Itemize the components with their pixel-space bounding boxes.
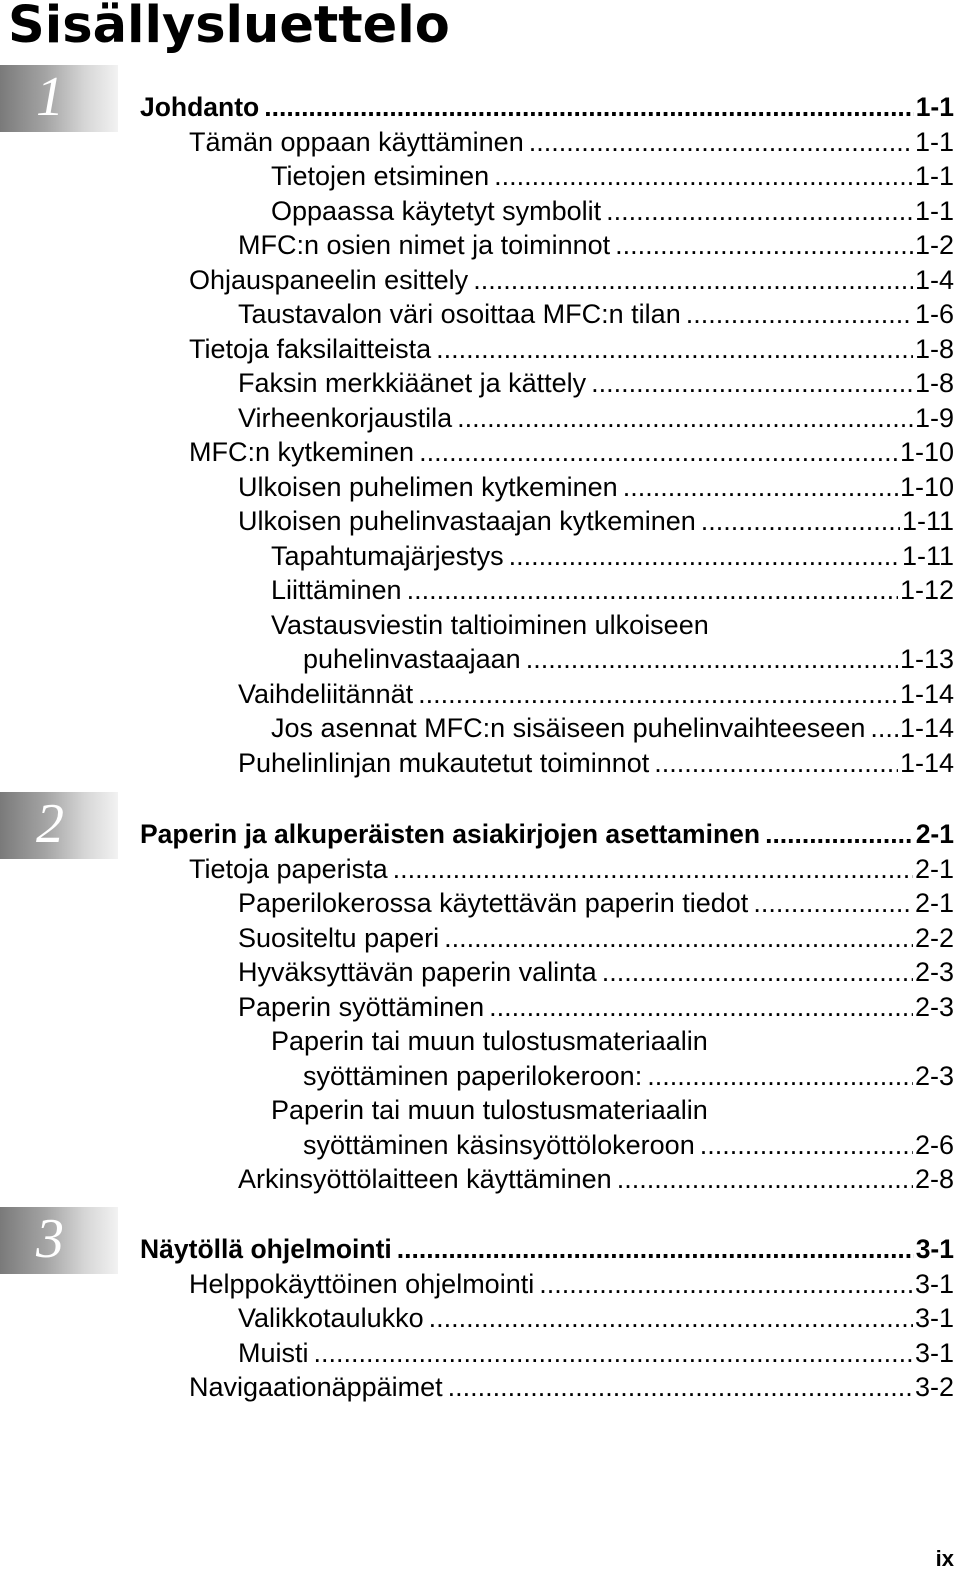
- toc-entry-title: Valikkotaulukko: [238, 1303, 424, 1333]
- toc-entry-page: 3-1: [914, 1303, 954, 1333]
- toc-entry-page: 1-1: [914, 195, 954, 226]
- toc-entry-page: 3-2: [914, 1372, 954, 1402]
- dot-leader: [870, 711, 898, 746]
- toc-entry[interactable]: [303, 1059, 954, 1094]
- toc-entry-page: 1-14: [899, 747, 954, 778]
- dot-leader: [701, 504, 900, 539]
- dot-leader: [591, 366, 913, 401]
- toc-entry-page: 1-4: [914, 264, 954, 295]
- toc-entry[interactable]: [303, 642, 954, 677]
- toc-entry-page: 3-1: [914, 1268, 954, 1299]
- toc-entry-page: 1-8: [914, 368, 954, 398]
- toc-entry[interactable]: [238, 1162, 954, 1197]
- toc-entry[interactable]: [271, 539, 954, 574]
- dot-leader: [700, 1128, 913, 1163]
- toc-entry-title: Paperin ja alkuperäisten asiakirjojen asettaminen: [140, 819, 761, 849]
- dot-leader: [489, 990, 913, 1025]
- dot-leader: [529, 125, 913, 160]
- toc-entry-page: 1-1: [914, 126, 954, 157]
- dot-leader: [509, 539, 900, 574]
- toc-entry[interactable]: [303, 1128, 954, 1163]
- toc-entry[interactable]: [238, 886, 954, 921]
- toc-entry-page: 3-1: [915, 1234, 954, 1264]
- toc-entry[interactable]: [271, 159, 954, 194]
- toc-entry[interactable]: [189, 852, 954, 887]
- toc-entry[interactable]: [238, 1301, 954, 1336]
- dot-leader: [602, 955, 913, 990]
- toc-entry-title: Ulkoisen puhelimen kytkeminen: [238, 471, 618, 502]
- dot-leader: [753, 886, 913, 921]
- toc-entry[interactable]: [238, 470, 954, 505]
- dot-leader: [407, 573, 898, 608]
- toc-entry-title: Suositeltu paperi: [238, 922, 440, 953]
- dot-leader: [617, 1162, 913, 1197]
- dot-leader: [539, 1267, 913, 1302]
- dot-leader: [647, 1059, 913, 1094]
- toc-entry-title: Helppokäyttöinen ohjelmointi: [189, 1268, 535, 1299]
- toc-entry[interactable]: [189, 1267, 954, 1302]
- dot-leader: [418, 677, 898, 712]
- toc-entry-title: Tämän oppaan käyttäminen: [189, 126, 524, 157]
- dot-leader: [314, 1336, 913, 1371]
- dot-leader: [623, 470, 898, 505]
- toc-entry-page: 1-2: [914, 230, 954, 260]
- toc-entry-page: 1-8: [914, 333, 954, 364]
- toc-entry-title: Näytöllä ohjelmointi: [140, 1234, 392, 1264]
- toc-entry-page: 2-3: [914, 991, 954, 1022]
- toc-entry-title-line: Paperin tai muun tulostusmateriaalin: [271, 1026, 708, 1056]
- toc-entry-title: Ulkoisen puhelinvastaajan kytkeminen: [238, 506, 696, 536]
- toc-entry[interactable]: [189, 1370, 954, 1405]
- toc-entry-title: Paperilokerossa käytettävän paperin tiedot: [238, 888, 749, 918]
- dot-leader: [419, 435, 898, 470]
- toc-entry-page: 2-3: [914, 1060, 954, 1091]
- toc-entry[interactable]: [238, 921, 954, 956]
- chapter-number: 2: [36, 793, 64, 855]
- chapter-tab-2: [0, 792, 118, 859]
- dot-leader: [654, 746, 898, 781]
- toc-entry-title: Ohjauspaneelin esittely: [189, 264, 469, 295]
- toc-chapter-heading[interactable]: [140, 90, 954, 125]
- toc-entry-title: Oppaassa käytetyt symbolit: [271, 195, 602, 226]
- toc-entry-page: 2-8: [914, 1164, 954, 1194]
- toc-entry-title: Jos asennat MFC:n sisäiseen puhelinvaihteeseen: [271, 713, 866, 743]
- toc-entry-page: 1-11: [901, 540, 954, 571]
- toc-entry[interactable]: [271, 194, 954, 229]
- page-title: Sisällysluettelo: [8, 0, 450, 55]
- toc-entry[interactable]: [238, 366, 954, 401]
- chapter-tab-1: [0, 65, 118, 132]
- toc-entry[interactable]: [238, 990, 954, 1025]
- toc-entry-page: 1-12: [899, 575, 954, 605]
- toc-entry-page: 1-1: [914, 161, 954, 191]
- toc-entry[interactable]: [271, 711, 954, 746]
- toc-entry-title: Tietojen etsiminen: [271, 161, 490, 191]
- dot-leader: [397, 1232, 914, 1267]
- chapter-tab-3: [0, 1207, 118, 1274]
- toc-entry-page: 2-1: [915, 819, 954, 849]
- toc-entry[interactable]: [238, 297, 954, 332]
- toc-entry-page: 2-6: [914, 1129, 954, 1160]
- dot-leader: [264, 90, 913, 125]
- toc-entry[interactable]: [238, 504, 954, 539]
- toc-entry-title: Virheenkorjaustila: [238, 402, 453, 433]
- toc-entry[interactable]: [189, 125, 954, 160]
- dot-leader: [526, 642, 898, 677]
- toc-entry-title: puhelinvastaajaan: [303, 644, 521, 674]
- dot-leader: [448, 1370, 913, 1405]
- toc-chapter-heading[interactable]: [140, 1232, 954, 1267]
- toc-entry-title: Tapahtumajärjestys: [271, 540, 504, 571]
- toc-entry-page: 1-14: [899, 713, 954, 743]
- toc-entry-title: Johdanto: [140, 92, 260, 122]
- toc-entry-title: Tietoja faksilaitteista: [189, 333, 432, 364]
- toc-entry[interactable]: [238, 1336, 954, 1371]
- toc-entry-title: Navigaationäppäimet: [189, 1372, 443, 1402]
- toc-entry-title: Vaihdeliitännät: [238, 678, 414, 709]
- toc-entry[interactable]: [238, 746, 954, 781]
- toc-entry-title: Hyväksyttävän paperin valinta: [238, 957, 597, 987]
- toc-entry[interactable]: [271, 573, 954, 608]
- toc-entry-page: 2-3: [914, 957, 954, 987]
- toc-entry-title: syöttäminen käsinsyöttölokeroon: [303, 1129, 695, 1160]
- toc-entry-page: 1-14: [899, 678, 954, 709]
- toc-entry-page: 3-1: [914, 1337, 954, 1368]
- toc-entry-page: 1-1: [915, 92, 954, 122]
- toc-entry-page: 2-2: [914, 922, 954, 953]
- chapter-number: 3: [36, 1208, 64, 1270]
- toc-entry-title-line: Paperin tai muun tulostusmateriaalin: [271, 1095, 708, 1125]
- dot-leader: [473, 263, 913, 298]
- toc-entry-title: Faksin merkkiäänet ja kättely: [238, 368, 587, 398]
- toc-entry[interactable]: [189, 263, 954, 298]
- dot-leader: [615, 228, 913, 263]
- toc-entry-page: 2-1: [914, 888, 954, 918]
- dot-leader: [606, 194, 913, 229]
- toc-entry-title: Liittäminen: [271, 575, 402, 605]
- dot-leader: [494, 159, 913, 194]
- toc-entry-title: Muisti: [238, 1337, 309, 1368]
- toc-entry-title-line: Vastausviestin taltioiminen ulkoiseen: [271, 609, 709, 640]
- toc-entry-page: 1-9: [914, 402, 954, 433]
- dot-leader: [393, 852, 913, 887]
- toc-entry-page: 1-11: [901, 506, 954, 536]
- toc-entry-title: Paperin syöttäminen: [238, 991, 485, 1022]
- toc-entry-page: 1-10: [899, 437, 954, 467]
- toc-entry-title: Arkinsyöttölaitteen käyttäminen: [238, 1164, 612, 1194]
- chapter-number: 1: [36, 66, 64, 128]
- dot-leader: [457, 401, 913, 436]
- dot-leader: [429, 1301, 913, 1336]
- toc-entry-page: 1-10: [899, 471, 954, 502]
- toc-entry[interactable]: [238, 401, 954, 436]
- toc-entry-title: MFC:n kytkeminen: [189, 437, 415, 467]
- page-number: ix: [935, 1546, 954, 1571]
- toc-chapter-heading[interactable]: [140, 817, 954, 852]
- toc-entry[interactable]: [238, 955, 954, 990]
- dot-leader: [444, 921, 913, 956]
- dot-leader: [436, 332, 913, 367]
- toc-entry[interactable]: [189, 435, 954, 470]
- toc-entry-title: Puhelinlinjan mukautetut toiminnot: [238, 747, 650, 778]
- dot-leader: [686, 297, 913, 332]
- toc-entry-title: Tietoja paperista: [189, 853, 388, 884]
- toc-entry[interactable]: [189, 332, 954, 367]
- toc-entry-title: syöttäminen paperilokeroon:: [303, 1060, 643, 1091]
- toc-entry-page: 1-13: [899, 644, 954, 674]
- toc-entry-page: 2-1: [914, 853, 954, 884]
- toc-entry-title: Taustavalon väri osoittaa MFC:n tilan: [238, 299, 681, 329]
- toc-entry[interactable]: [238, 677, 954, 712]
- dot-leader: [765, 817, 914, 852]
- toc-entry[interactable]: [238, 228, 954, 263]
- toc-entry-page: 1-6: [914, 299, 954, 329]
- toc-entry-title: MFC:n osien nimet ja toiminnot: [238, 230, 611, 260]
